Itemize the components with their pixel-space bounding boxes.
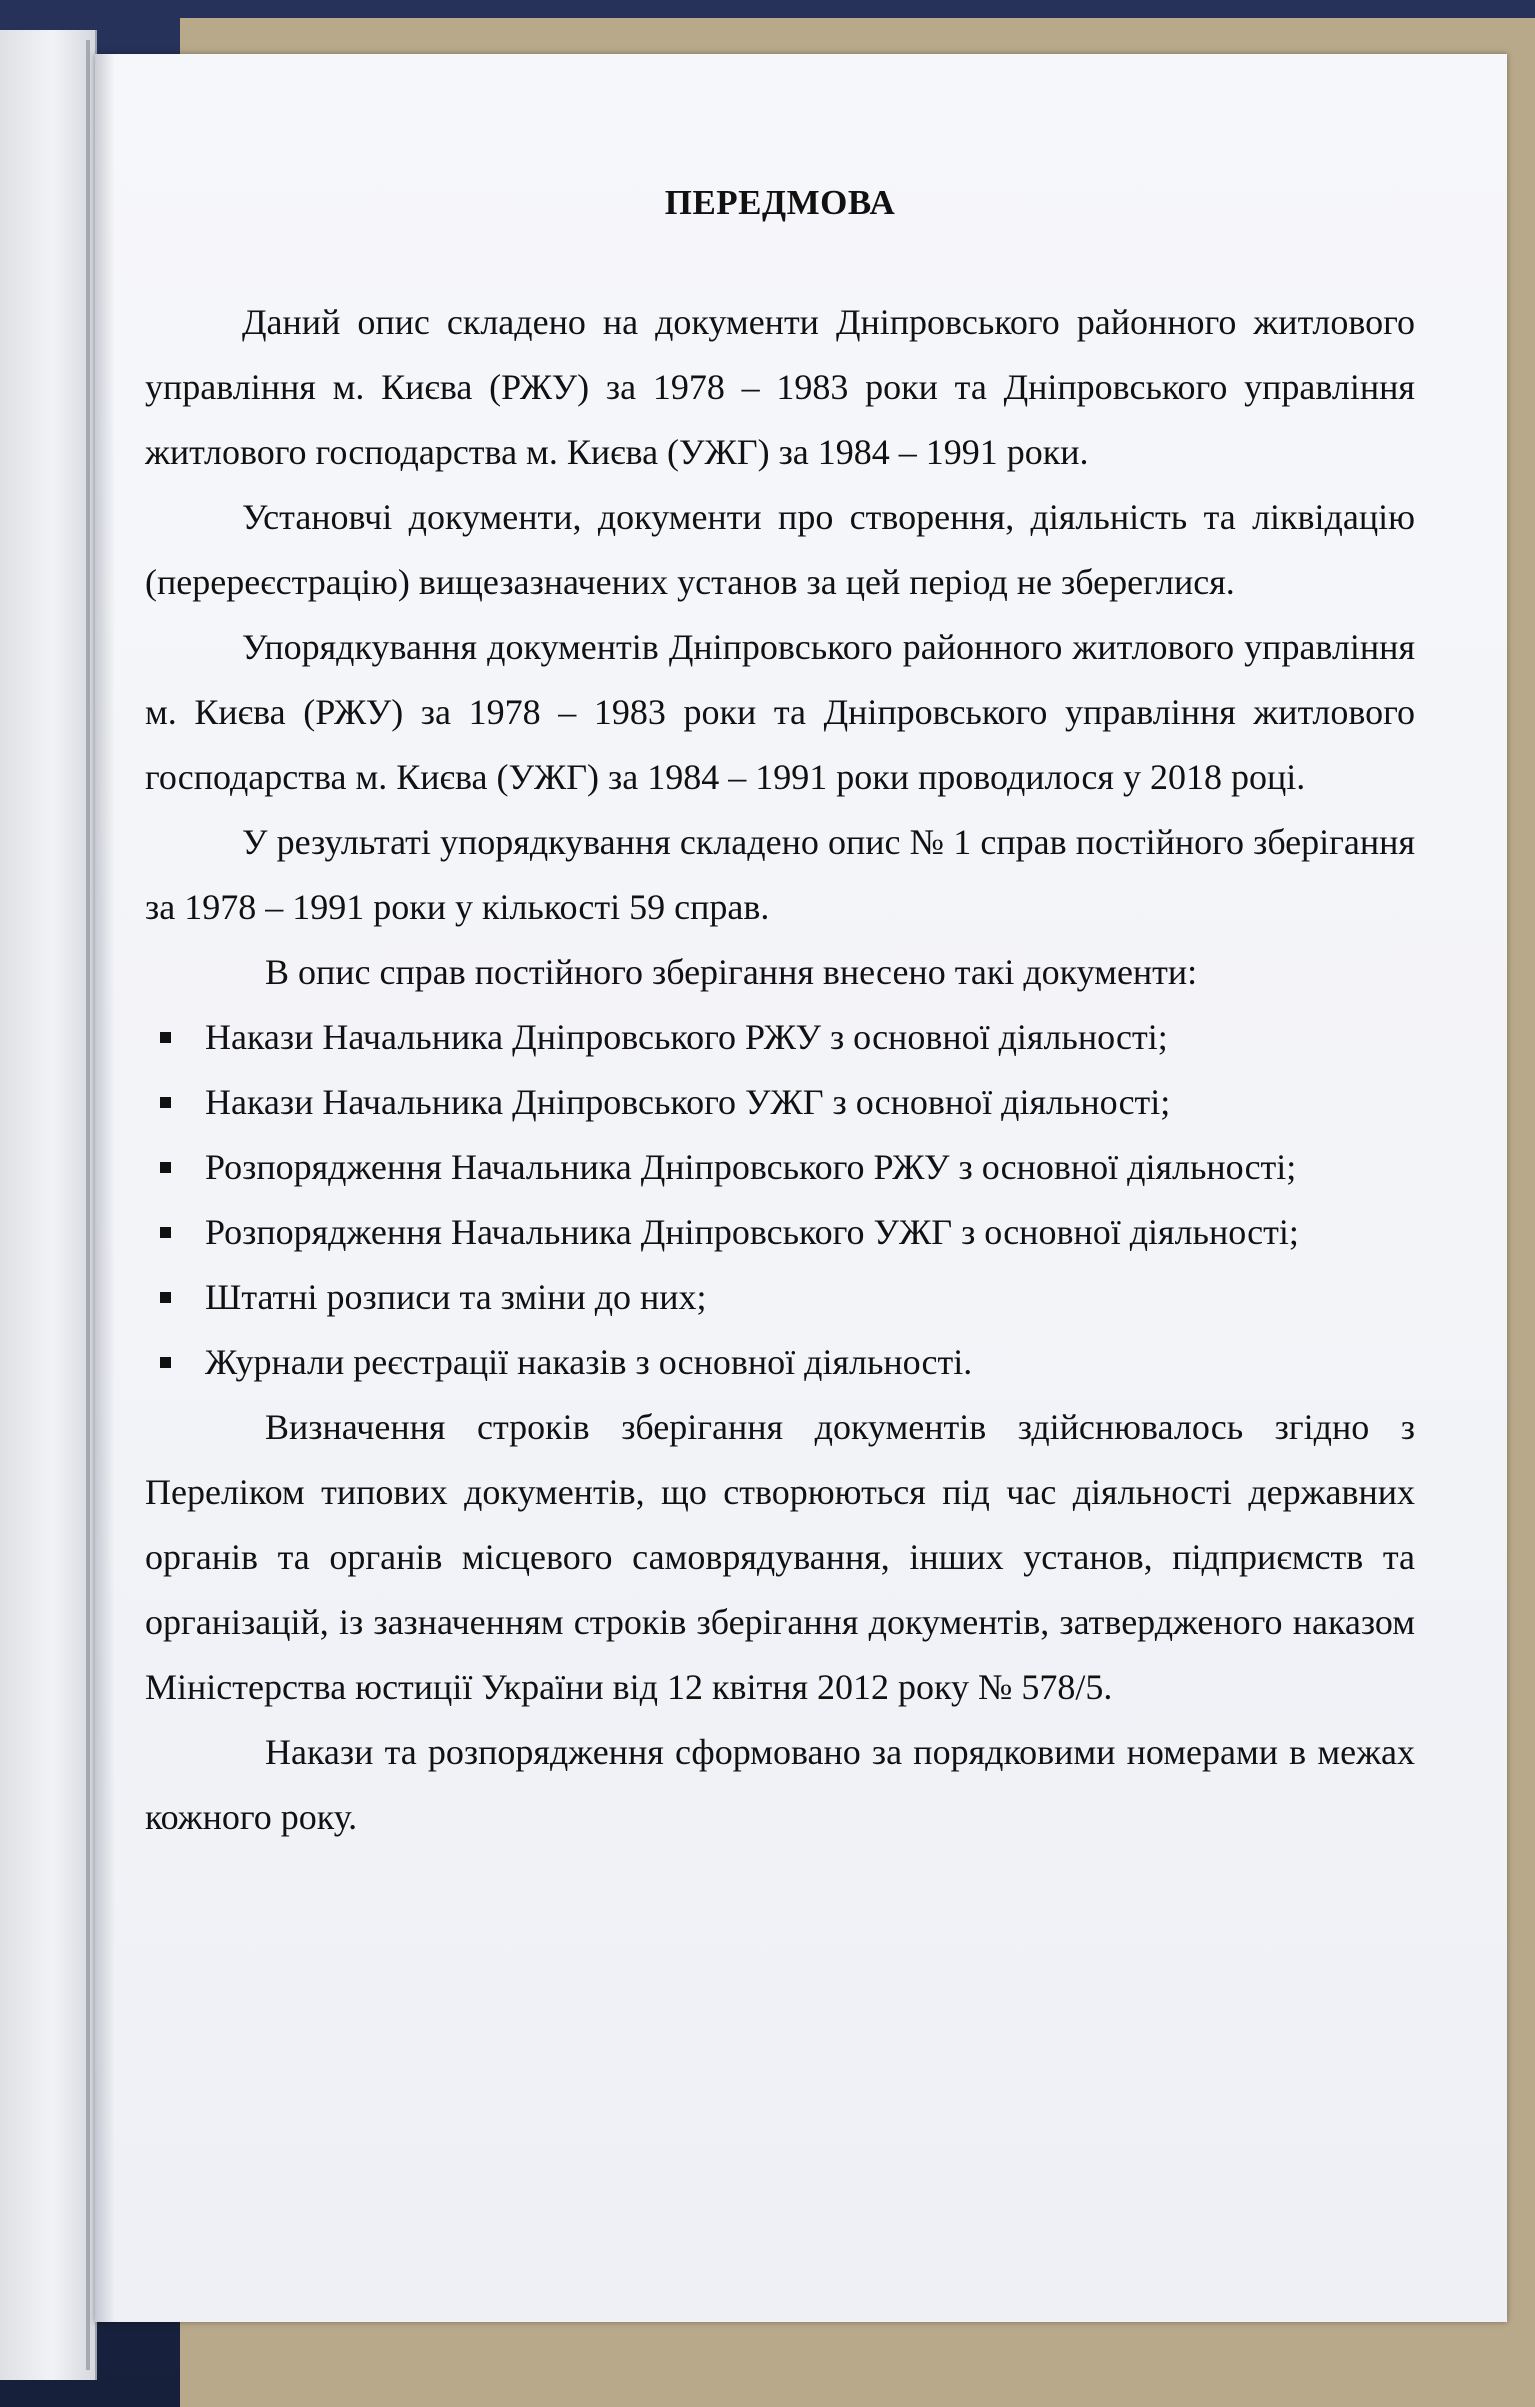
list-item [145, 1330, 1415, 1395]
document-body [145, 170, 1415, 1850]
list-item-text: Журнали реєстрації наказів з основної діяльності. [205, 1342, 973, 1382]
document-title: ПЕРЕДМОВА [664, 183, 896, 222]
list-item [145, 1135, 1415, 1200]
list-item [145, 1005, 1415, 1070]
paragraph-arrangement: Упорядкування документів Дніпровського районного житлового управління м. Києва (РЖУ) за 1978 – 1983 роки та Дніпровського управління житлового господарства м. Києва (УЖГ) за 1984 – 1991 роки проводилося у 2018 році. [145, 627, 1415, 797]
list-item-text: Накази Начальника Дніпровського РЖУ з основної діяльності; [205, 1017, 1168, 1057]
list-item [145, 1200, 1415, 1265]
bullet-icon [160, 1162, 171, 1173]
bullet-icon [160, 1227, 171, 1238]
list-item-text: Розпорядження Начальника Дніпровського РЖУ з основної діяльності; [205, 1147, 1297, 1187]
bullet-icon [160, 1097, 171, 1108]
bullet-icon [160, 1357, 171, 1368]
paragraph-result: У результаті упорядкування складено опис № 1 справ постійного зберігання за 1978 – 1991 роки у кількості 59 справ. [145, 822, 1415, 927]
page-gutter [86, 40, 90, 2370]
list-item [145, 1265, 1415, 1330]
bullet-icon [160, 1032, 171, 1043]
list-item-text: Накази Начальника Дніпровського УЖГ з основної діяльності; [205, 1082, 1171, 1122]
paragraph-ordering: Накази та розпорядження сформовано за порядковими номерами в межах кожного року. [145, 1732, 1415, 1837]
adjacent-page [0, 30, 97, 2380]
sheet-shadow [95, 54, 115, 2322]
document-list [145, 1005, 1415, 1395]
list-intro: В опис справ постійного зберігання внесено такі документи: [265, 952, 1198, 992]
list-item-text: Розпорядження Начальника Дніпровського УЖГ з основної діяльності; [205, 1212, 1299, 1252]
paragraph-founding-docs: Установчі документи, документи про створення, діяльність та ліквідацію (перереєстрацію) вищезазначених установ за цей період не збереглися. [145, 497, 1415, 602]
paragraph-retention: Визначення строків зберігання документів здійснювалось згідно з Переліком типових документів, що створюються під час діяльності державних органів та органів місцевого самоврядування, інших установ, підприємств та організацій, із зазначенням строків зберігання документів, затвердженого наказом Міністерства юстиції України від 12 квітня 2012 року № 578/5. [145, 1407, 1415, 1707]
list-item [145, 1070, 1415, 1135]
list-item-text: Штатні розписи та зміни до них; [205, 1277, 707, 1317]
paragraph-intro: Даний опис складено на документи Дніпровського районного житлового управління м. Києва (РЖУ) за 1978 – 1983 роки та Дніпровського управління житлового господарства м. Києва (УЖГ) за 1984 – 1991 роки. [145, 302, 1415, 472]
bullet-icon [160, 1292, 171, 1303]
